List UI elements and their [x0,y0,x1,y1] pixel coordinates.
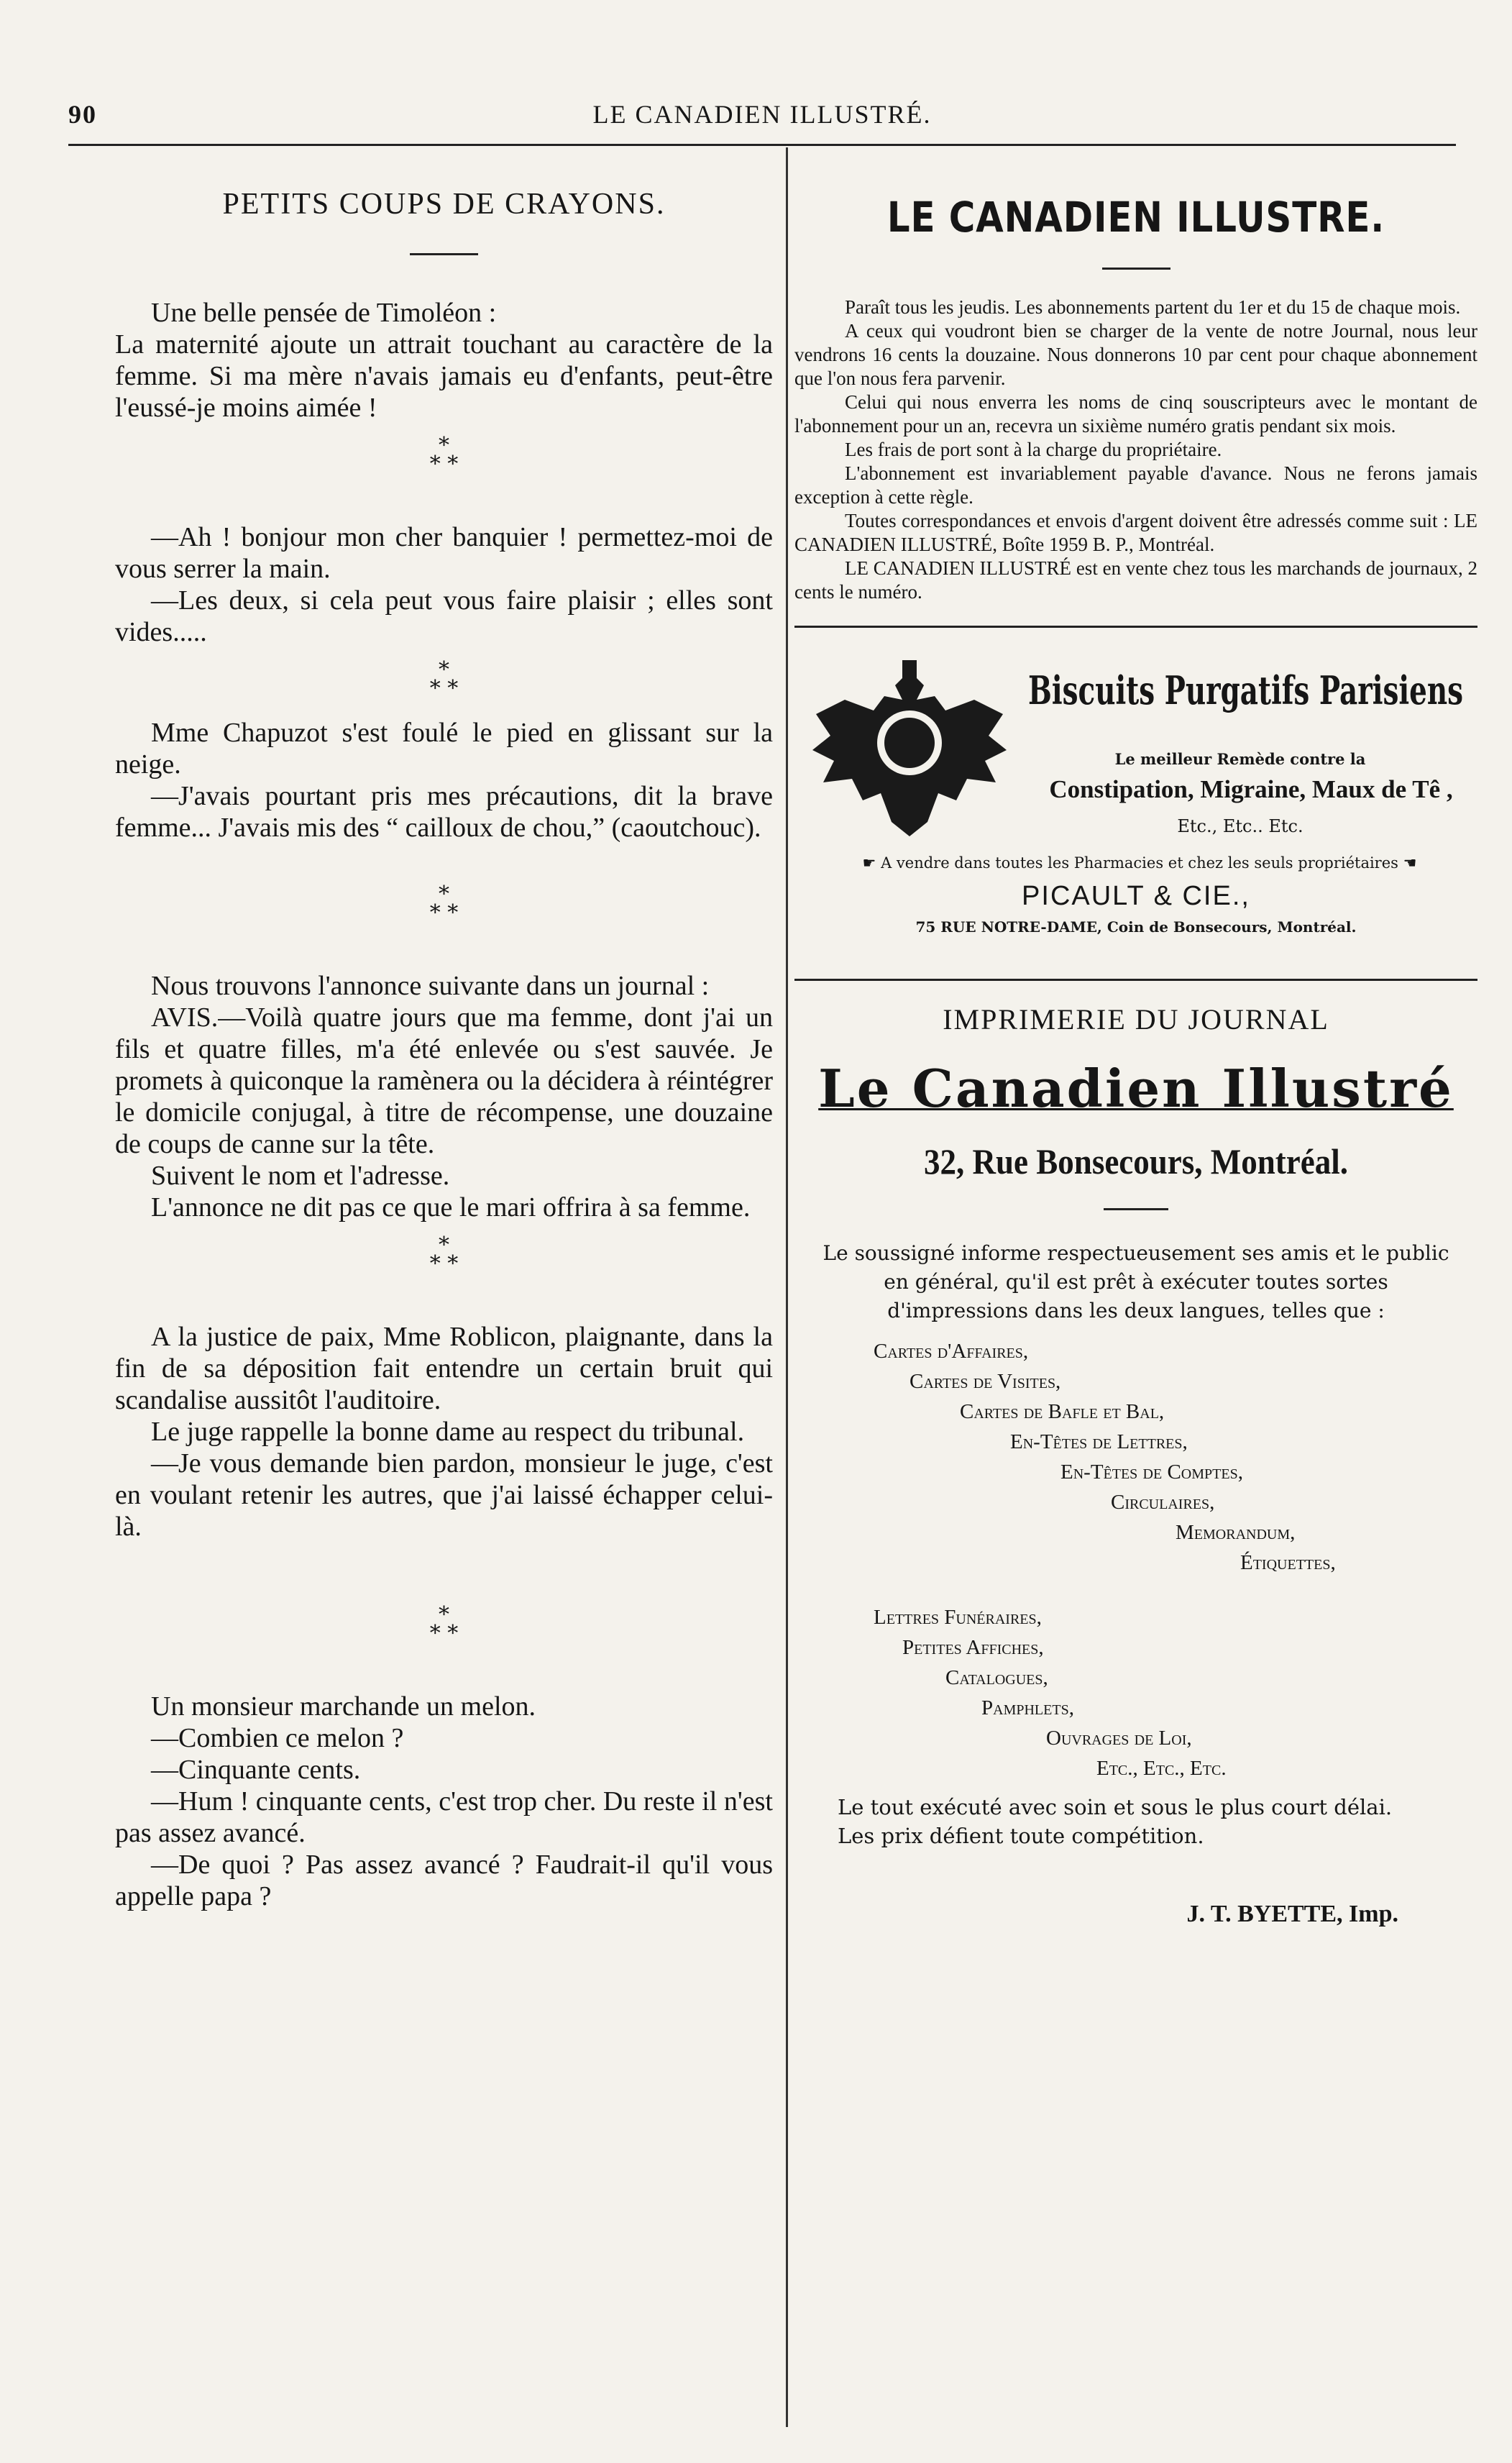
masthead-title: LE CANADIEN ILLUSTRE. [886,193,1385,242]
ad-availability: ☛ A vendre dans toutes les Pharmacies et chez les seuls propriétaires ☚ [862,854,1417,872]
ad-tagline: Le meilleur Remède contre la [1114,750,1366,768]
right-column [794,187,1477,1928]
notice: Toutes correspondances et envois d'argent doivent être adressés comme suit : LE CANADIEN ILLUSTRÉ, Boîte 1959 B. P., Montréal. [794,510,1477,555]
paragraph: —Je vous demande bien pardon, monsieur le juge, c'est en voulant retenir les autres, que j'ai laissé échapper celui-là. [115,1448,773,1542]
anecdote-3 [115,717,773,844]
paragraph: Le juge rappelle la bonne dame au respect du tribunal. [151,1417,745,1447]
ad-etc: Etc., Etc.. Etc. [1177,816,1303,836]
paragraph: —Cinquante cents. [151,1755,361,1785]
printing-heading: IMPRIMERIE DU JOURNAL [943,1003,1329,1036]
paragraph: Une belle pensée de Timoléon : [151,298,497,328]
ad-ailments: Constipation, Migraine, Maux de Tê , [1049,775,1453,803]
column-divider [786,147,788,2427]
list-item: Etc., Etc., Etc. [1096,1757,1227,1780]
list-item: Pamphlets, [981,1696,1074,1719]
list-item: Petites Affiches, [902,1636,1044,1659]
list-item: En-Têtes de Comptes, [1060,1461,1243,1484]
printer-signature: J. T. BYETTE, Imp. [1186,1901,1398,1927]
paragraph: —Hum ! cinquante cents, c'est trop cher. Du reste il n'est pas assez avancé. [115,1786,773,1848]
notice: L'abonnement est invariablement payable d'avance. Nous ne ferons jamais exception à cette règle. [794,462,1477,508]
paragraph: L'annonce ne dit pas ce que le mari offrira à sa femme. [151,1192,751,1223]
paragraph: Mme Chapuzot s'est foulé le pied en glissant sur la neige. [115,718,773,780]
section-rule [794,979,1477,981]
asterism-separator: * * * [429,1602,459,1646]
closing-line: Le tout exécuté avec soin et sous le plus court délai. [838,1795,1393,1819]
header-rule [68,144,1456,146]
asterism-separator: * * * [429,433,459,477]
ad-company: PICAULT & CIE., [1022,881,1250,911]
services-list [794,1340,1477,1786]
paragraph: —J'avais pourtant pris mes précautions, dit la brave femme... J'avais mis des “ cailloux de chou,” (caoutchouc). [115,781,773,843]
anecdote-4 [115,970,773,1223]
asterism-separator: * * * [429,657,459,701]
biscuits-advertisement [794,649,1477,937]
paragraph: —Ah ! bonjour mon cher banquier ! permettez-moi de vous serrer la main. [115,522,773,584]
printing-address: 32, Rue Bonsecours, Montréal. [924,1141,1348,1182]
anecdote-5 [115,1321,773,1543]
list-item: Ouvrages de Loi, [1046,1727,1192,1750]
left-column [115,187,773,1912]
ad-headline: Biscuits Purgatifs Parisiens [1028,667,1464,713]
paragraph: —Combien ce melon ? [151,1723,404,1753]
masthead-rule [1102,268,1170,270]
paragraph: Un monsieur marchande un melon. [151,1691,536,1722]
notice: Les frais de port sont à la charge du propriétaire. [845,439,1222,460]
paragraph: —De quoi ? Pas assez avancé ? Faudrait-il qu'il vous appelle papa ? [115,1850,773,1911]
list-item: En-Têtes de Lettres, [1010,1430,1188,1453]
pointing-hand-icon: ☛ [862,854,881,872]
paragraph: Nous trouvons l'annonce suivante dans un journal : [151,971,710,1001]
list-item: Cartes de Visites, [910,1370,1061,1393]
notice: Celui qui nous enverra les noms de cinq souscripteurs avec le montant de l'abonnement pour un an, recevra un sixième numéro gratis pendant six mois. [794,391,1477,437]
printing-rule [1104,1208,1168,1210]
running-title: LE CANADIEN ILLUSTRÉ. [592,100,932,129]
section-rule [794,626,1477,628]
coat-of-arms-icon [802,657,1017,844]
paragraph: Suivent le nom et l'adresse. [151,1161,450,1191]
title-rule [410,253,478,255]
asterism-separator: * * * [429,1233,459,1276]
anecdote-2 [115,521,773,648]
list-item: Memorandum, [1176,1521,1296,1544]
paragraph: A la justice de paix, Mme Roblicon, plaignante, dans la fin de sa déposition fait entendre un certain bruit qui scandalise aussitôt l'auditoire. [115,1322,773,1415]
subscription-notices [794,296,1477,604]
notice: Paraît tous les jeudis. Les abonnements partent du 1er et du 15 de chaque mois. [845,296,1461,318]
asterism-separator: * * * [429,882,459,926]
list-item: Catalogues, [945,1666,1048,1689]
printing-closing [794,1793,1477,1850]
notice: LE CANADIEN ILLUSTRÉ est en vente chez tous les marchands de journaux, 2 cents le numéro. [794,557,1477,603]
anecdote-6 [115,1691,773,1912]
paragraph: —Les deux, si cela peut vous faire plaisir ; elles sont vides..... [115,585,773,647]
notice: A ceux qui voudront bien se charger de la vente de notre Journal, nous leur vendrons 16 cents la douzaine. Nous donnerons 10 par cent pour chaque abonnement que l'on nous fera parvenir. [794,320,1477,389]
anecdote-1 [115,297,773,424]
page-header [68,99,1456,142]
printing-advertisement [794,1002,1477,1928]
ad-address: 75 RUE NOTRE-DAME, Coin de Bonsecours, Montréal. [915,918,1357,936]
closing-line: Les prix défient toute compétition. [838,1824,1204,1848]
list-item: Lettres Funéraires, [874,1606,1042,1629]
printing-name: Le Canadien Illustré [818,1058,1454,1119]
pointing-hand-icon: ☚ [1398,854,1417,872]
printing-intro: Le soussigné informe respectueusement ses amis et le public en général, qu'il est prêt à exécuter toutes sortes d'impressions dans les deux langues, telles que : [823,1241,1449,1322]
list-item: Circulaires, [1111,1491,1215,1514]
article-title: PETITS COUPS DE CRAYONS. [222,188,666,221]
paragraph: AVIS.—Voilà quatre jours que ma femme, dont j'ai un fils et quatre filles, m'a été enlevée ou s'est sauvée. Je promets à quiconque la ramènera ou la décidera à réintégrer le domicile conjugal, à titre de récompense, une douzaine de coups de canne sur la tête. [115,1002,773,1159]
paragraph: La maternité ajoute un attrait touchant au caractère de la femme. Si ma mère n'avais jamais eu d'enfants, peut-être l'eussé-je moins aimée ! [115,329,773,423]
list-item: Cartes d'Affaires, [874,1340,1029,1363]
page-number: 90 [68,100,97,129]
list-item: Cartes de Bafle et Bal, [960,1400,1165,1423]
list-item: Étiquettes, [1240,1551,1336,1574]
